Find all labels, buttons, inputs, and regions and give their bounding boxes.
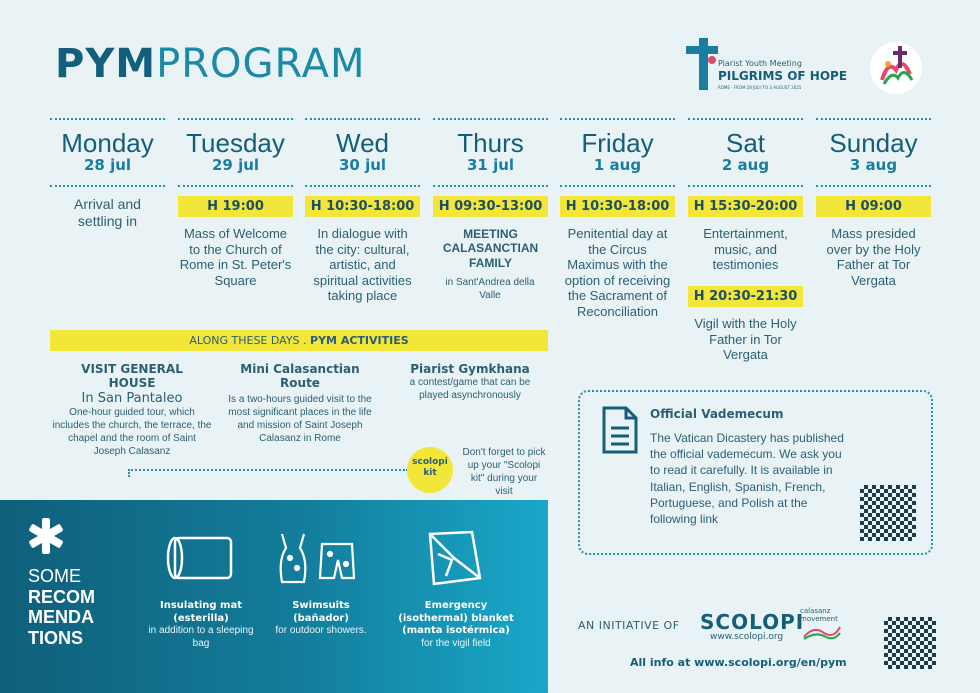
title-line: RECOM [28,586,95,607]
activity-gymkhana [400,362,540,402]
day-description: In dialogue with the city: cultural, artistic, and spiritual activities taking place [313,226,412,304]
day-thurs [433,130,548,174]
logo-title: PILGRIMS OF HOPE [718,69,848,83]
divider [816,118,931,120]
activity-title: VISIT GENERAL HOUSE [81,362,183,391]
jubilee-logo-icon [868,40,924,96]
divider [50,185,165,187]
time-badge: H 20:30-21:30 [688,286,803,307]
day-date: 28 jul [83,156,132,174]
day-description: Vigil with the Holy Father in Tor Vergata [694,316,797,363]
divider [178,185,293,187]
info-qr-code[interactable] [884,617,936,669]
activity-title: Piarist Gymkhana [410,362,530,376]
vademecum-title: Official Vademecum [650,407,784,421]
day-tuesday [178,130,293,174]
day-sat [688,130,803,174]
vademecum-text: The Vatican Dicastery has published the official vademecum. We ask you to read it carefully. It is available in Italian, English, Spanish, French, Portuguese, and Polish at the following link [650,431,844,526]
banner-title: PYM ACTIVITIES [310,334,409,347]
time-badge: H 19:00 [178,196,293,217]
activity-title: Mini Calasanctian Route [240,362,360,391]
day-description: Entertainment, music, and testimonies [703,226,788,273]
activity-description: Is a two-hours guided visit to the most significant places in the life and mission of Saint Joseph Calasanz in Rome [228,393,372,444]
day-description: Mass of Welcome to the Church of Rome in St. Peter's Square [179,226,292,288]
rec-desc: for the vigil field [421,637,491,649]
day-name: Sunday [829,128,918,158]
activity-mini-route [227,362,373,445]
day-wed [305,130,420,174]
rec-name: Emergency (isothermal) blanket (manta isotérmica) [398,600,514,636]
activity-location: In San Pantaleo [81,390,183,406]
divider [305,185,420,187]
day-date: 3 aug [849,156,898,174]
mat-icon [165,532,235,582]
divider [433,185,548,187]
time-badge: H 09:30-13:00 [433,196,548,217]
recommendations-title [28,566,95,649]
title-line: MENDA [28,607,94,628]
divider [305,118,420,120]
day-description: Mass presided over by the Holy Father at Tor Vergata [826,226,921,288]
time-badge: H 15:30-20:00 [688,196,803,217]
logo-subtitle: Piarist Youth Meeting [718,59,802,68]
divider [688,185,803,187]
scolopi-kit-badge: scolopi kit [407,447,453,493]
day-date: 31 jul [466,156,515,174]
day-name: Monday [61,128,154,158]
rec-item-blanket [392,600,520,650]
asterisk-icon [26,516,66,556]
logo-dates: ROME · FROM 28 JULY TO 3 AUGUST 2025 [718,85,802,90]
day-date: 1 aug [593,156,642,174]
rec-desc: in addition to a sleeping bag [148,625,254,649]
title-line: SOME [28,566,82,586]
day-description: Arrival and settling in [74,196,141,229]
cross-icon [686,38,722,92]
divider [128,469,408,477]
all-info-link[interactable]: All info at www.scolopi.org/en/pym [630,656,847,669]
day-date: 29 jul [211,156,260,174]
day-name: Sat [725,128,766,158]
movement-icon [800,623,844,641]
divider [560,185,675,187]
divider [688,118,803,120]
initiative-label: AN INITIATIVE OF [578,619,680,632]
day-date: 2 aug [721,156,770,174]
movement-text: calasanz movement [800,607,838,623]
day-date: 30 jul [338,156,387,174]
divider [178,118,293,120]
day-location: in Sant'Andrea della Valle [445,277,535,301]
swimsuit-icon [272,530,356,586]
recommendations-panel [0,500,548,693]
rec-name: Insulating mat (esterilla) [159,600,242,624]
pym-logo [686,38,856,96]
activity-description: a contest/game that can be played asynchronously [409,377,531,402]
time-badge: H 10:30-18:00 [305,196,420,217]
jubilee-badge [868,40,924,96]
divider [50,118,165,120]
divider [560,118,675,120]
document-icon [600,406,638,454]
page-title: PYMPROGRAM [55,41,366,87]
day-name: Wed [336,128,389,158]
time-badge: H 10:30-18:00 [560,196,675,217]
rec-name: Swimsuits (bañador) [292,600,350,624]
day-description: MEETING CALASANCTIAN FAMILY [442,227,539,270]
rec-item-swimsuit [275,600,367,638]
vademecum-qr-code[interactable] [860,485,916,541]
day-sunday [816,130,931,174]
scolopi-url[interactable]: www.scolopi.org [710,632,784,642]
title-line: TIONS [28,628,84,649]
kit-note: Don't forget to pick up your "Scolopi kit" during your visit [462,447,546,497]
calasanz-movement-logo [800,608,850,644]
vademecum-box [578,390,933,555]
day-name: Friday [581,128,654,158]
blanket-icon [424,528,484,588]
day-friday [560,130,675,174]
activities-banner [50,330,548,351]
day-monday [50,130,165,174]
activity-description: One-hour guided tour, which includes the church, the terrace, the chapel and the room of Saint Joseph Calasanz [52,406,212,457]
time-badge: H 09:00 [816,196,931,217]
scolopi-logo: SCOLOPI [700,610,805,634]
divider [816,185,931,187]
rec-desc: for outdoor showers. [275,625,367,636]
rec-item-mat [148,600,254,650]
day-name: Thurs [457,128,524,158]
day-description: Penitential day at the Circus Maximus with the option of receiving the Sacrament of Reconciliation [564,226,671,319]
activity-visit-general-house [52,362,212,458]
day-name: Tuesday [186,128,285,158]
divider [433,118,548,120]
banner-prefix: ALONG THESE DAYS . [189,334,311,347]
